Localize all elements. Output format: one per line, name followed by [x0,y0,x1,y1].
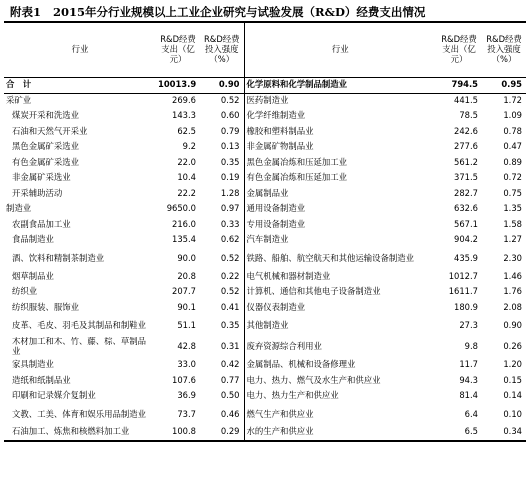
rd-intensity-value: 0.90 [503,320,522,331]
rd-intensity-value: 0.47 [503,141,522,152]
rd-intensity-value: 0.26 [503,341,522,352]
industry-name: 开采辅助活动 [12,187,63,198]
rd-intensity-value: 1.76 [503,286,522,297]
rd-expense-value: 216.0 [172,218,196,229]
rd-intensity-value: 0.42 [200,358,244,374]
industry-name: 黑色金属冶炼和压延加工业 [246,156,347,167]
rd-intensity-value: 0.35 [200,155,244,171]
industry-name: 水的生产和供应业 [244,425,436,441]
col-header-rd-intensity: R&D经费投入强度（%） [200,22,244,78]
rd-expense-value: 20.8 [177,270,196,281]
table-row [4,171,526,187]
industry-name: 农副食品加工业 [12,218,71,229]
rd-expense-value: 567.1 [454,218,478,229]
rd-intensity-value: 0.95 [482,78,526,94]
industry-name: 非金属矿物制品业 [246,141,314,152]
rd-intensity-value: 1.28 [200,186,244,202]
rd-expense-value: 33.0 [177,359,196,370]
industry-name: 电力、热力、燃气及水生产和供应业 [246,374,381,385]
table-row [4,109,526,125]
table-row [4,140,526,156]
table-title [4,3,526,21]
col-header-rd-expense-2: R&D经费支出（亿元） [436,22,482,78]
table-row [4,217,526,233]
rd-expense-value: 100.8 [156,425,200,441]
rd-expense-value: 10.4 [177,172,196,183]
rd-expense-value: 90.1 [177,301,196,312]
rd-expense-value: 6.5 [436,425,482,441]
table-header-row [4,22,526,78]
table-row [4,316,526,337]
industry-name: 金属制品业 [246,187,289,198]
rd-expense-value: 143.3 [172,110,196,121]
table-row [4,186,526,202]
rd-intensity-value: 0.22 [200,269,244,285]
rd-intensity-value: 0.79 [200,124,244,140]
table-row [4,404,526,425]
rd-expense-value: 42.8 [177,341,196,352]
industry-name: 医药制造业 [246,95,289,106]
table-row [4,269,526,285]
rd-intensity-value: 0.62 [200,233,244,249]
table-row [4,202,526,218]
table-row [4,93,526,109]
rd-intensity-value: 0.60 [200,109,244,125]
industry-name: 造纸和纸制品业 [12,374,71,385]
rd-intensity-value: 0.97 [200,202,244,218]
col-header-rd-intensity-2: R&D经费投入强度（%） [482,22,526,78]
industry-name: 橡胶和塑料制品业 [246,125,314,136]
rd-expense-value: 441.5 [454,95,478,106]
rd-intensity-value: 0.19 [200,171,244,187]
industry-name: 印刷和记录媒介复制业 [12,390,96,401]
col-header-rd-expense: R&D经费支出（亿元） [156,22,200,78]
rd-expense-value: 90.0 [177,252,196,263]
rd-intensity-value: 0.15 [503,374,522,385]
rd-intensity-value: 2.30 [503,252,522,263]
rd-expense-value: 27.3 [459,320,478,331]
rd-expense-value: 22.2 [177,187,196,198]
rd-intensity-value: 1.46 [503,270,522,281]
rd-intensity-value: 1.72 [503,95,522,106]
rd-expense-value: 180.9 [454,301,478,312]
rd-expense-value: 1611.7 [448,286,478,297]
rd-expense-value: 10013.9 [156,78,200,94]
rd-expense-value: 107.6 [172,374,196,385]
rd-intensity-value: 0.14 [503,390,522,401]
industry-name: 石油和天然气开采业 [12,125,88,136]
rd-expense-value: 9.8 [464,341,478,352]
industry-name: 金属制品、机械和设备修理业 [246,359,356,370]
rd-expense-value: 62.5 [177,125,196,136]
industry-name: 通用设备制造业 [246,203,306,214]
rd-intensity-value: 0.52 [200,285,244,301]
industry-name: 制造业 [6,203,32,214]
industry-name: 化学纤维制造业 [246,110,306,121]
industry-name: 采矿业 [6,95,32,106]
industry-name: 电力、热力生产和供应业 [246,390,339,401]
industry-name: 食品制造业 [12,234,54,245]
industry-name: 煤炭开采和洗选业 [12,110,79,121]
industry-name: 烟草制品业 [12,270,54,281]
col-header-industry-2: 行业 [244,22,436,78]
table-body [4,78,526,441]
industry-name: 家具制造业 [12,359,54,370]
rd-intensity-value: 0.31 [200,337,244,358]
rd-intensity-value: 0.33 [200,217,244,233]
rd-intensity-value: 2.08 [503,301,522,312]
rd-intensity-value: 0.34 [482,425,526,441]
industry-name: 汽车制造业 [246,234,289,245]
industry-name: 电气机械和器材制造业 [246,270,331,281]
rd-expense-value: 135.4 [172,234,196,245]
industry-name: 有色金属矿采选业 [12,156,79,167]
rd-expense-value: 904.2 [454,234,478,245]
rd-expense-value: 282.7 [454,187,478,198]
industry-name: 纺织业 [12,286,38,297]
industry-name: 燃气生产和供应业 [246,408,314,419]
rd-intensity-value: 0.13 [200,140,244,156]
rd-intensity-value: 0.41 [200,300,244,316]
industry-name: 有色金属冶炼和压延加工业 [246,172,347,183]
table-row [4,358,526,374]
rd-intensity-value: 0.75 [503,187,522,198]
table-row [4,373,526,389]
rd-expense-value: 6.4 [464,408,478,419]
rd-expense-value: 9.2 [182,141,196,152]
table-row [4,425,526,441]
rd-expense-value: 242.6 [454,125,478,136]
rd-intensity-value: 0.50 [200,389,244,405]
table-row [4,155,526,171]
rd-expense-value: 78.5 [459,110,478,121]
table-label: 附表1 [10,5,42,19]
table-total-row [4,78,526,94]
industry-name: 石油加工、炼焦和核燃料加工业 [4,425,156,441]
rd-expense-value: 561.2 [454,156,478,167]
industry-name: 酒、饮料和精制茶制造业 [12,252,105,263]
rd-intensity-value: 1.35 [503,203,522,214]
industry-name: 化学原料和化学制品制造业 [244,78,436,94]
rd-intensity-value: 0.52 [200,248,244,269]
rd-expense-value: 1012.7 [448,270,478,281]
table-row [4,285,526,301]
rd-intensity-value: 0.29 [200,425,244,441]
rd-expense-value: 632.6 [454,203,478,214]
col-header-industry: 行业 [4,22,156,78]
rd-intensity-value: 0.46 [200,404,244,425]
table-row [4,337,526,358]
rd-expense-value: 22.0 [177,156,196,167]
rd-intensity-value: 0.35 [200,316,244,337]
rd-intensity-value: 0.52 [200,93,244,109]
industry-name: 文教、工美、体育和娱乐用品制造业 [12,408,146,419]
rd-expense-value: 277.6 [454,141,478,152]
industry-name: 非金属矿采选业 [12,172,71,183]
rd-expense-value: 794.5 [436,78,482,94]
table-row [4,124,526,140]
industry-name: 仪器仪表制造业 [246,301,306,312]
industry-name: 其他制造业 [246,320,289,331]
rd-expense-value: 435.9 [454,252,478,263]
rd-expense-value: 371.5 [454,172,478,183]
industry-name: 废弃资源综合利用业 [246,341,322,352]
rd-intensity-value: 0.90 [200,78,244,94]
rd-expense-value: 207.7 [172,286,196,297]
rd-expense-table [4,21,526,442]
table-row [4,300,526,316]
rd-intensity-value: 1.27 [503,234,522,245]
table-row [4,389,526,405]
rd-expense-value: 73.7 [177,408,196,419]
industry-name: 铁路、船舶、航空航天和其他运输设备制造业 [246,252,414,263]
rd-intensity-value: 0.72 [503,172,522,183]
rd-expense-value: 36.9 [177,390,196,401]
industry-name: 计算机、通信和其他电子设备制造业 [246,286,381,297]
rd-expense-value: 51.1 [177,320,196,331]
rd-intensity-value: 1.58 [503,218,522,229]
rd-intensity-value: 1.20 [503,359,522,370]
rd-intensity-value: 1.09 [503,110,522,121]
table-row [4,248,526,269]
table-title-text: 2015年分行业规模以上工业企业研究与试验发展（R&D）经费支出情况 [53,5,426,19]
rd-expense-value: 11.7 [459,359,478,370]
rd-expense-value: 94.3 [459,374,478,385]
rd-expense-value: 81.4 [459,390,478,401]
table-row [4,233,526,249]
industry-name: 纺织服装、服饰业 [12,301,79,312]
rd-intensity-value: 0.77 [200,373,244,389]
industry-name: 木材加工和木、竹、藤、棕、草制品业 [12,336,146,356]
rd-intensity-value: 0.89 [503,156,522,167]
industry-name: 皮革、毛皮、羽毛及其制品和制鞋业 [12,320,146,331]
industry-name: 黑色金属矿采选业 [12,141,79,152]
rd-intensity-value: 0.10 [503,408,522,419]
industry-name: 合 计 [4,78,156,94]
industry-name: 专用设备制造业 [246,218,306,229]
rd-expense-value: 269.6 [172,95,196,106]
rd-intensity-value: 0.78 [503,125,522,136]
rd-expense-value: 9650.0 [166,203,196,214]
